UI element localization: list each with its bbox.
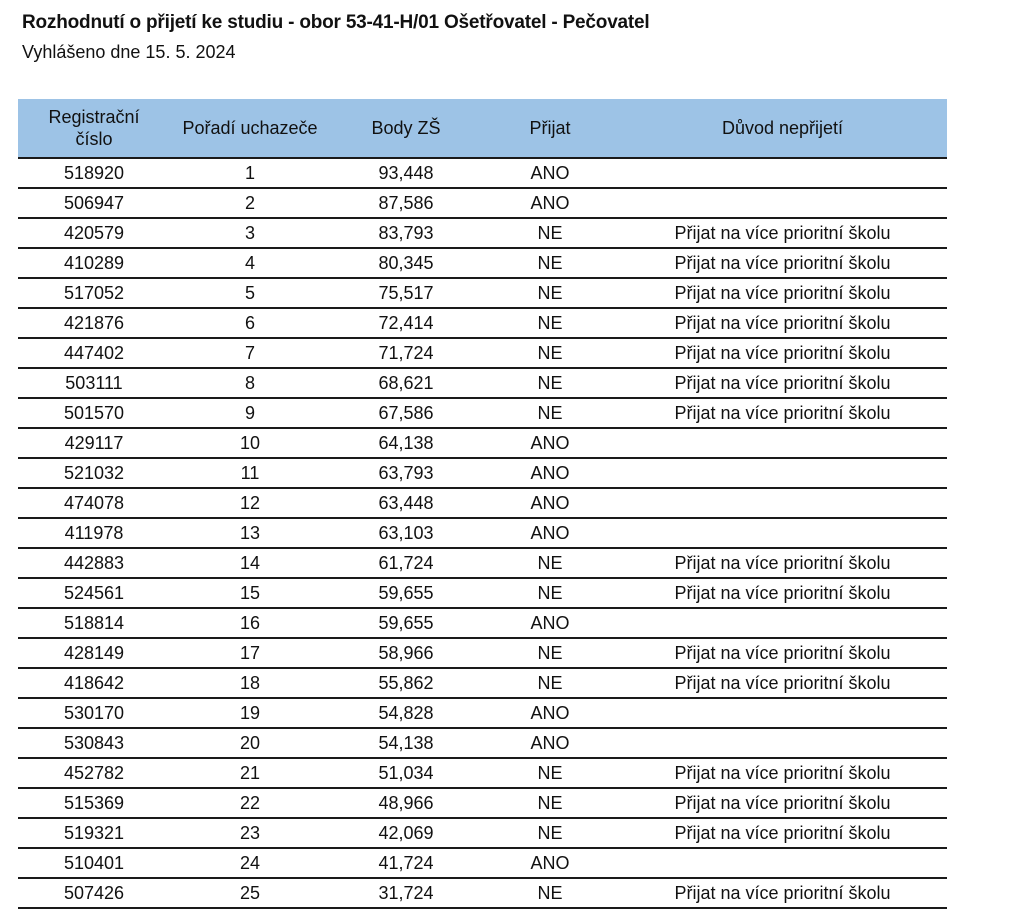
table-row (18, 818, 947, 848)
table-row (18, 728, 947, 758)
cell-accepted: NE (482, 878, 618, 908)
cell-accepted: NE (482, 248, 618, 278)
table-row (18, 698, 947, 728)
cell-accepted: ANO (482, 188, 618, 218)
header-registration-line2: číslo (75, 129, 113, 149)
cell-rank: 23 (170, 818, 330, 848)
cell-rank: 9 (170, 398, 330, 428)
table-row (18, 338, 947, 368)
cell-reason: Přijat na více prioritní školu (618, 668, 947, 698)
cell-points: 83,793 (330, 218, 482, 248)
cell-accepted: NE (482, 308, 618, 338)
cell-reason: Přijat na více prioritní školu (618, 218, 947, 248)
cell-accepted: NE (482, 668, 618, 698)
cell-points: 41,724 (330, 848, 482, 878)
cell-rank: 4 (170, 248, 330, 278)
cell-accepted: NE (482, 758, 618, 788)
table-row (18, 488, 947, 518)
cell-reason (618, 728, 947, 758)
cell-points: 51,034 (330, 758, 482, 788)
cell-points: 68,621 (330, 368, 482, 398)
table-row (18, 758, 947, 788)
cell-registration-number: 442883 (18, 548, 170, 578)
cell-points: 93,448 (330, 158, 482, 188)
cell-registration-number: 418642 (18, 668, 170, 698)
cell-points: 54,828 (330, 698, 482, 728)
cell-points: 87,586 (330, 188, 482, 218)
cell-accepted: NE (482, 548, 618, 578)
cell-reason: Přijat na více prioritní školu (618, 368, 947, 398)
header-points: Body ZŠ (330, 99, 482, 158)
table-row (18, 848, 947, 878)
cell-registration-number: 503111 (18, 368, 170, 398)
cell-registration-number: 507426 (18, 878, 170, 908)
cell-points: 63,793 (330, 458, 482, 488)
cell-points: 63,448 (330, 488, 482, 518)
cell-rank: 16 (170, 608, 330, 638)
cell-accepted: NE (482, 278, 618, 308)
cell-reason: Přijat na více prioritní školu (618, 248, 947, 278)
table-row (18, 548, 947, 578)
cell-rank: 13 (170, 518, 330, 548)
table-row (18, 668, 947, 698)
cell-rank: 17 (170, 638, 330, 668)
cell-registration-number: 429117 (18, 428, 170, 458)
table-row (18, 368, 947, 398)
cell-registration-number: 521032 (18, 458, 170, 488)
cell-reason (618, 518, 947, 548)
cell-rank: 22 (170, 788, 330, 818)
cell-points: 80,345 (330, 248, 482, 278)
cell-accepted: NE (482, 218, 618, 248)
table-row (18, 878, 947, 908)
cell-points: 71,724 (330, 338, 482, 368)
cell-accepted: ANO (482, 518, 618, 548)
cell-registration-number: 428149 (18, 638, 170, 668)
table-row (18, 578, 947, 608)
cell-registration-number: 530843 (18, 728, 170, 758)
cell-points: 67,586 (330, 398, 482, 428)
cell-reason: Přijat na více prioritní školu (618, 398, 947, 428)
cell-registration-number: 519321 (18, 818, 170, 848)
table-row (18, 398, 947, 428)
header-reason: Důvod nepřijetí (618, 99, 947, 158)
cell-rank: 19 (170, 698, 330, 728)
cell-accepted: ANO (482, 848, 618, 878)
table-body (18, 158, 947, 908)
cell-rank: 24 (170, 848, 330, 878)
cell-points: 61,724 (330, 548, 482, 578)
cell-registration-number: 510401 (18, 848, 170, 878)
cell-registration-number: 474078 (18, 488, 170, 518)
cell-registration-number: 517052 (18, 278, 170, 308)
cell-accepted: ANO (482, 608, 618, 638)
admission-results-table (18, 99, 947, 909)
cell-rank: 2 (170, 188, 330, 218)
header-row (18, 99, 947, 158)
cell-accepted: ANO (482, 158, 618, 188)
cell-accepted: ANO (482, 458, 618, 488)
cell-registration-number: 515369 (18, 788, 170, 818)
cell-reason (618, 488, 947, 518)
cell-registration-number: 411978 (18, 518, 170, 548)
cell-accepted: NE (482, 578, 618, 608)
cell-accepted: NE (482, 338, 618, 368)
cell-rank: 7 (170, 338, 330, 368)
cell-reason: Přijat na více prioritní školu (618, 818, 947, 848)
cell-registration-number: 420579 (18, 218, 170, 248)
cell-registration-number: 421876 (18, 308, 170, 338)
document-title: Rozhodnutí o přijetí ke studiu - obor 53-41-H/01 Ošetřovatel - Pečovatel (22, 12, 650, 33)
cell-reason (618, 458, 947, 488)
cell-registration-number: 506947 (18, 188, 170, 218)
cell-accepted: ANO (482, 728, 618, 758)
cell-accepted: ANO (482, 488, 618, 518)
cell-rank: 15 (170, 578, 330, 608)
cell-points: 63,103 (330, 518, 482, 548)
header-accepted: Přijat (482, 99, 618, 158)
cell-rank: 18 (170, 668, 330, 698)
cell-accepted: ANO (482, 428, 618, 458)
cell-reason (618, 158, 947, 188)
cell-registration-number: 501570 (18, 398, 170, 428)
cell-reason (618, 428, 947, 458)
cell-reason: Přijat na více prioritní školu (618, 338, 947, 368)
cell-reason: Přijat na více prioritní školu (618, 308, 947, 338)
cell-points: 64,138 (330, 428, 482, 458)
cell-rank: 20 (170, 728, 330, 758)
cell-points: 75,517 (330, 278, 482, 308)
cell-reason: Přijat na více prioritní školu (618, 878, 947, 908)
cell-rank: 6 (170, 308, 330, 338)
cell-points: 31,724 (330, 878, 482, 908)
cell-points: 48,966 (330, 788, 482, 818)
table-row (18, 308, 947, 338)
cell-reason: Přijat na více prioritní školu (618, 638, 947, 668)
cell-accepted: NE (482, 818, 618, 848)
table-row (18, 248, 947, 278)
cell-registration-number: 524561 (18, 578, 170, 608)
cell-reason: Přijat na více prioritní školu (618, 578, 947, 608)
cell-reason: Přijat na více prioritní školu (618, 278, 947, 308)
cell-points: 72,414 (330, 308, 482, 338)
header-registration-number (18, 99, 170, 158)
table-row (18, 788, 947, 818)
cell-reason (618, 698, 947, 728)
cell-accepted: NE (482, 638, 618, 668)
table-row (18, 608, 947, 638)
table-row (18, 278, 947, 308)
cell-points: 55,862 (330, 668, 482, 698)
cell-rank: 8 (170, 368, 330, 398)
document-subtitle: Vyhlášeno dne 15. 5. 2024 (22, 42, 236, 62)
cell-rank: 12 (170, 488, 330, 518)
cell-registration-number: 518814 (18, 608, 170, 638)
cell-rank: 1 (170, 158, 330, 188)
table-row (18, 158, 947, 188)
cell-reason: Přijat na více prioritní školu (618, 758, 947, 788)
cell-points: 58,966 (330, 638, 482, 668)
cell-accepted: ANO (482, 698, 618, 728)
cell-reason: Přijat na více prioritní školu (618, 548, 947, 578)
cell-reason (618, 848, 947, 878)
cell-registration-number: 518920 (18, 158, 170, 188)
cell-registration-number: 530170 (18, 698, 170, 728)
table-row (18, 218, 947, 248)
table-row (18, 188, 947, 218)
cell-points: 59,655 (330, 608, 482, 638)
cell-reason: Přijat na více prioritní školu (618, 788, 947, 818)
header-rank: Pořadí uchazeče (170, 99, 330, 158)
table-row (18, 458, 947, 488)
cell-rank: 14 (170, 548, 330, 578)
cell-rank: 21 (170, 758, 330, 788)
cell-registration-number: 447402 (18, 338, 170, 368)
cell-rank: 25 (170, 878, 330, 908)
cell-points: 54,138 (330, 728, 482, 758)
cell-points: 59,655 (330, 578, 482, 608)
table-row (18, 518, 947, 548)
header-registration-line1: Registrační (48, 107, 140, 127)
cell-rank: 3 (170, 218, 330, 248)
cell-rank: 5 (170, 278, 330, 308)
table-row (18, 428, 947, 458)
cell-registration-number: 410289 (18, 248, 170, 278)
cell-rank: 11 (170, 458, 330, 488)
cell-accepted: NE (482, 368, 618, 398)
cell-reason (618, 188, 947, 218)
table-header (18, 99, 947, 158)
cell-points: 42,069 (330, 818, 482, 848)
table-row (18, 638, 947, 668)
cell-rank: 10 (170, 428, 330, 458)
cell-reason (618, 608, 947, 638)
cell-accepted: NE (482, 398, 618, 428)
cell-accepted: NE (482, 788, 618, 818)
cell-registration-number: 452782 (18, 758, 170, 788)
